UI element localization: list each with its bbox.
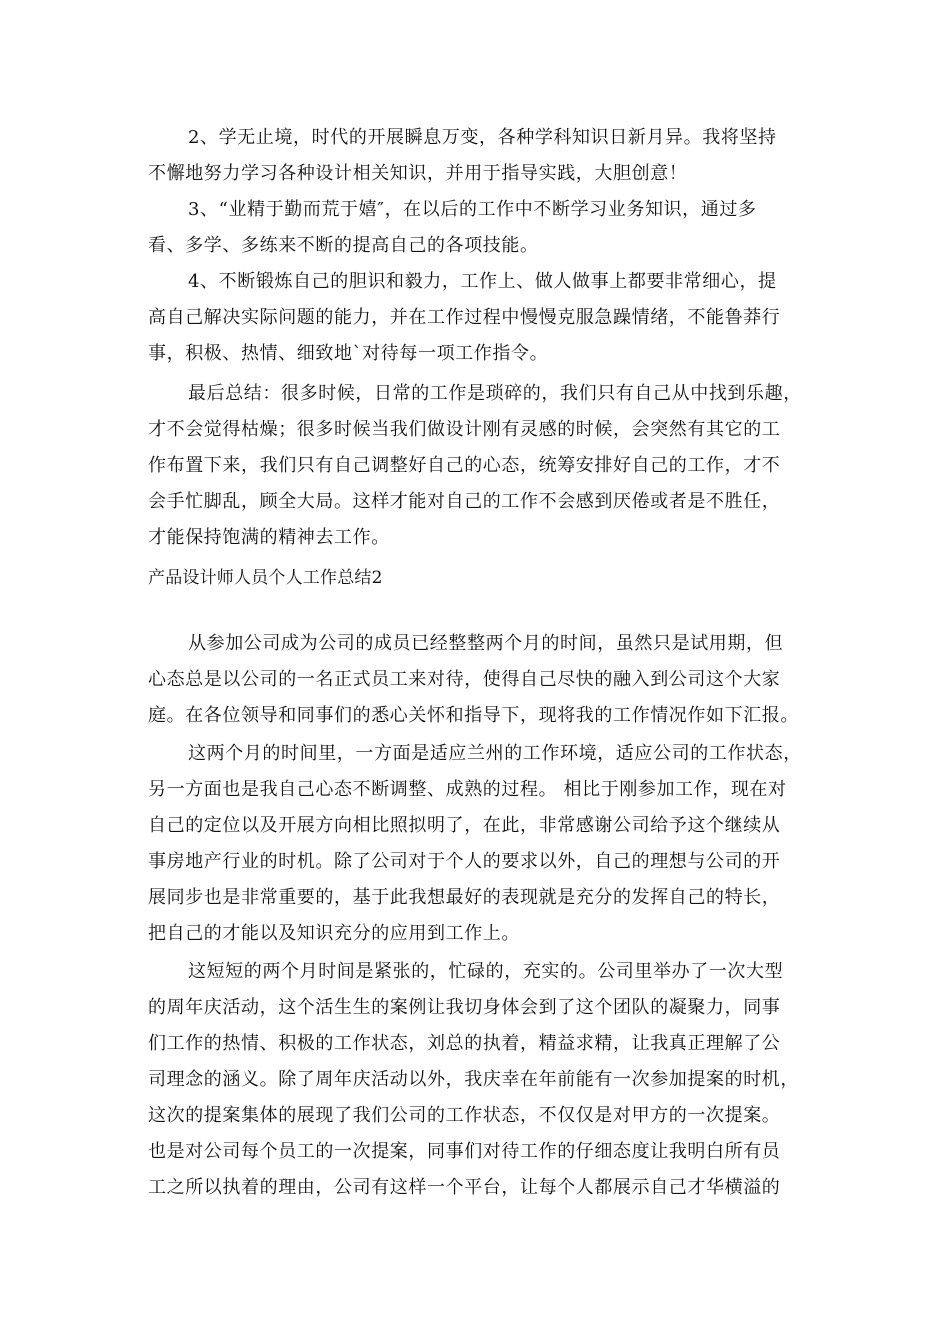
paragraph-line: 们工作的热情、积极的工作状态，刘总的执着，精益求精，让我真正理解了公 — [148, 1033, 781, 1054]
paragraph-line: 把自己的才能以及知识充分的应用到工作上。 — [148, 923, 520, 944]
paragraph-line: 心态总是以公司的一名正式员工来对待，使得自己尽快的融入到公司这个大家 — [148, 669, 781, 690]
paragraph-line: 看、多学、多练来不断的提高自己的各项技能。 — [148, 235, 539, 256]
paragraph-line: 这短短的两个月时间是紧张的，忙碌的，充实的。公司里举办了一次大型 — [188, 961, 784, 982]
paragraph-line: 这次的提案集体的展现了我们公司的工作状态，不仅仅是对甲方的一次提案。 — [148, 1105, 781, 1126]
paragraph-line: 才能保持饱满的精神去工作。 — [148, 527, 390, 548]
paragraph-line: 这两个月的时间里，一方面是适应兰州的工作环境，适应公司的工作状态， — [188, 743, 802, 764]
paragraph-line: 的周年庆活动，这个活生生的案例让我切身体会到了这个团队的凝聚力，同事 — [148, 997, 781, 1018]
paragraph-line: 工之所以执着的理由，公司有这样一个平台，让每个人都展示自己才华横溢的 — [148, 1177, 781, 1198]
paragraph-line: 不懈地努力学习各种设计相关知识，并用于指导实践，大胆创意！ — [148, 163, 688, 184]
paragraph-line: 作布置下来，我们只有自己调整好自己的心态，统筹安排好自己的工作，才不 — [148, 455, 781, 476]
paragraph-line: 也是对公司每个员工的一次提案，同事们对待工作的仔细态度让我明白所有员 — [148, 1141, 781, 1162]
paragraph-line: 自己的定位以及开展方向相比照拟明了，在此，非常感谢公司给予这个继续从 — [148, 815, 781, 836]
paragraph-line: 高自己解决实际问题的能力，并在工作过程中慢慢克服急躁情绪，不能鲁莽行 — [148, 307, 781, 328]
paragraph-line: 司理念的涵义。除了周年庆活动以外，我庆幸在年前能有一次参加提案的时机， — [148, 1069, 799, 1090]
section-heading: 产品设计师人员个人工作总结2 — [148, 568, 383, 588]
paragraph-line: 4、不断锻炼自己的胆识和毅力，工作上、做人做事上都要非常细心，提 — [188, 271, 777, 292]
paragraph-line: 才不会觉得枯燥；很多时候当我们做设计刚有灵感的时候，会突然有其它的工 — [148, 419, 781, 440]
paragraph-line: 事房地产行业的时机。除了公司对于个人的要求以外，自己的理想与公司的开 — [148, 851, 781, 872]
paragraph-line: 从参加公司成为公司的成员已经整整两个月的时间，虽然只是试用期，但 — [188, 633, 784, 654]
paragraph-line: 2、学无止境，时代的开展瞬息万变，各种学科知识日新月异。我将坚持 — [188, 127, 777, 148]
paragraph-line: 展同步也是非常重要的，基于此我想最好的表现就是充分的发挥自己的特长， — [148, 887, 781, 908]
paragraph-line: 最后总结：很多时候，日常的工作是琐碎的，我们只有自己从中找到乐趣， — [188, 383, 802, 404]
paragraph-line: 3、“业精于勤而荒于嬉″，在以后的工作中不断学习业务知识，通过多 — [188, 199, 757, 220]
paragraph-line: 庭。在各位领导和同事们的悉心关怀和指导下，现将我的工作情况作如下汇报。 — [148, 705, 799, 726]
paragraph-line: 另一方面也是我自己心态不断调整、成熟的过程。 相比于刚参加工作，现在对 — [148, 779, 787, 800]
paragraph-line: 事，积极、热情、细致地`对待每一项工作指令。 — [148, 343, 549, 364]
paragraph-line: 会手忙脚乱，顾全大局。这样才能对自己的工作不会感到厌倦或者是不胜任， — [148, 491, 781, 512]
